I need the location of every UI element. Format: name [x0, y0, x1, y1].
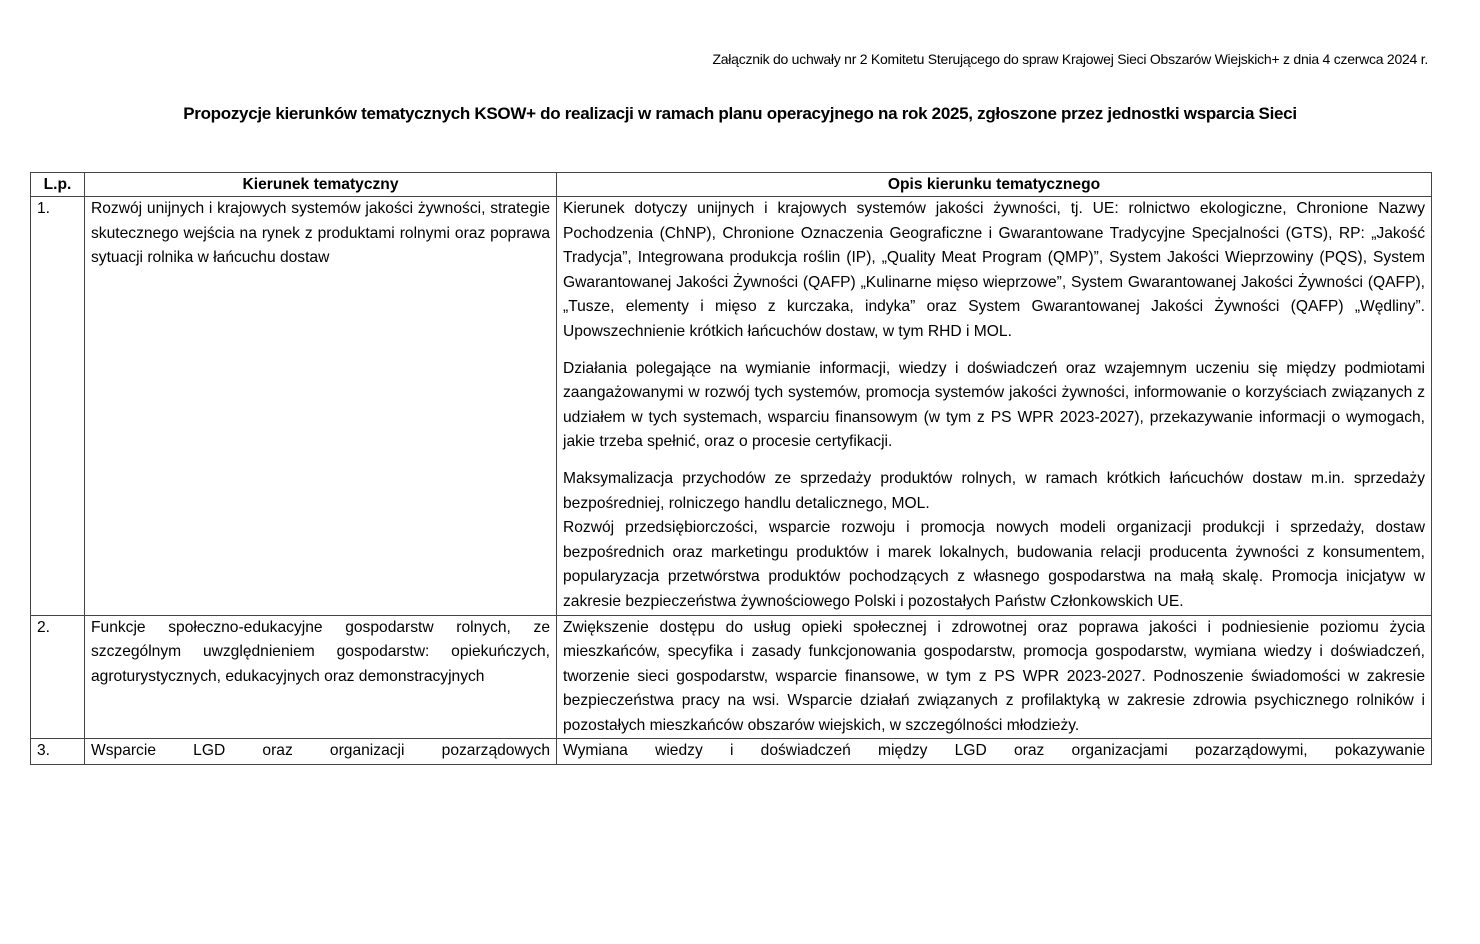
table-row — [31, 739, 1432, 765]
row-number: 1. — [31, 197, 85, 616]
thematic-directions-table — [30, 172, 1432, 765]
column-header-direction: Kierunek tematyczny — [85, 173, 557, 197]
row-direction — [85, 739, 557, 765]
row-description — [557, 615, 1432, 739]
row-number: 3. — [31, 739, 85, 765]
column-header-description: Opis kierunku tematycznego — [557, 173, 1432, 197]
row-description — [557, 197, 1432, 616]
attachment-note: Załącznik do uchwały nr 2 Komitetu Sterującego do spraw Krajowej Sieci Obszarów Wiejskich+ z dnia 4 czerwca 2024 r. — [712, 51, 1428, 67]
document-title: Propozycje kierunków tematycznych KSOW+ do realizacji w ramach planu operacyjnego na rok 2025, zgłoszone przez jednostki wsparcia Sieci — [183, 104, 1297, 123]
row-number: 2. — [31, 615, 85, 739]
row-direction-text: Wsparcie LGD oraz organizacji pozarządowych — [91, 742, 550, 760]
table-header-row — [31, 173, 1432, 197]
row-description — [557, 739, 1432, 765]
row-direction: Rozwój unijnych i krajowych systemów jakości żywności, strategie skutecznego wejścia na rynek z produktami rolnymi oraz poprawa sytuacji rolnika w łańcuchu dostaw — [85, 197, 557, 616]
table-row — [31, 197, 1432, 616]
table-row — [31, 615, 1432, 739]
description-paragraph: Maksymalizacja przychodów ze sprzedaży produktów rolnych, w ramach krótkich łańcuchów dostaw m.in. sprzedaży bezpośredniej, rolniczego handlu detalicznego, MOL. — [563, 469, 1425, 512]
description-paragraph: Rozwój przedsiębiorczości, wsparcie rozwoju i promocja nowych modeli organizacji produkcji i sprzedaży, dostaw bezpośrednich oraz marketingu produktów i marek lokalnych, budowania relacji producenta żywności z konsumentem, popularyzacja przetwórstwa produktów pochodzących z własnego gospodarstwa na małą skalę. Promocja inicjatyw w zakresie bezpieczeństwa żywnościowego Polski i pozostałych Państw Członkowskich UE. — [563, 519, 1425, 610]
row-direction: Funkcje społeczno-edukacyjne gospodarstw rolnych, ze szczególnym uwzględnieniem gospodarstw: opiekuńczych, agroturystycznych, edukacyjnych oraz demonstracyjnych — [85, 615, 557, 739]
description-paragraph: Działania polegające na wymianie informacji, wiedzy i doświadczeń oraz wzajemnym uczeniu się między podmiotami zaangażowanymi w rozwój tych systemów, promocja systemów jakości żywności, informowanie o korzyściach związanych z udziałem w tych systemach, wsparciu finansowym (w tym z PS WPR 2023-2027), przekazywanie informacji o wymogach, jakie trzeba spełnić, oraz o procesie certyfikacji. — [563, 359, 1425, 451]
column-header-number: L.p. — [31, 173, 85, 197]
description-paragraph: Wymiana wiedzy i doświadczeń między LGD oraz organizacjami pozarządowymi, pokazywanie — [563, 742, 1425, 760]
description-paragraph: Zwiększenie dostępu do usług opieki społecznej i zdrowotnej oraz poprawa jakości i podniesienie poziomu życia mieszkańców, specyfika i zasady funkcjonowania gospodarstw, promocja gospodarstw, wymiana wiedzy i doświadczeń, tworzenie sieci gospodarstw, wsparcie finansowe, w tym z PS WPR 2023-2027. Podnoszenie świadomości w zakresie bezpieczeństwa pracy na wsi. Wsparcie działań związanych z profilaktyką w zakresie zdrowia psychicznego rolników i pozostałych mieszkańców obszarów wiejskich, w szczególności młodzieży. — [563, 618, 1425, 734]
description-paragraph: Kierunek dotyczy unijnych i krajowych systemów jakości żywności, tj. UE: rolnictwo ekologiczne, Chronione Nazwy Pochodzenia (ChNP), Chronione Oznaczenia Geograficzne i Gwarantowane Tradycyjne Specjalności (GTS), RP: „Jakość Tradycja”, Integrowana produkcja roślin (IP), „Quality Meat Program (QMP)”, System Jakości Wieprzowiny (PQS), System Gwarantowanej Jakości Żywności (QAFP) „Kulinarne mięso wieprzowe”, System Gwarantowanej Jakości Żywności (QAFP), „Tusze, elementy i mięso z kurczaka, indyka” oraz System Gwarantowanej Jakości Żywności (QAFP) „Wędliny”. Upowszechnienie krótkich łańcuchów dostaw, w tym RHD i MOL. — [563, 200, 1425, 340]
